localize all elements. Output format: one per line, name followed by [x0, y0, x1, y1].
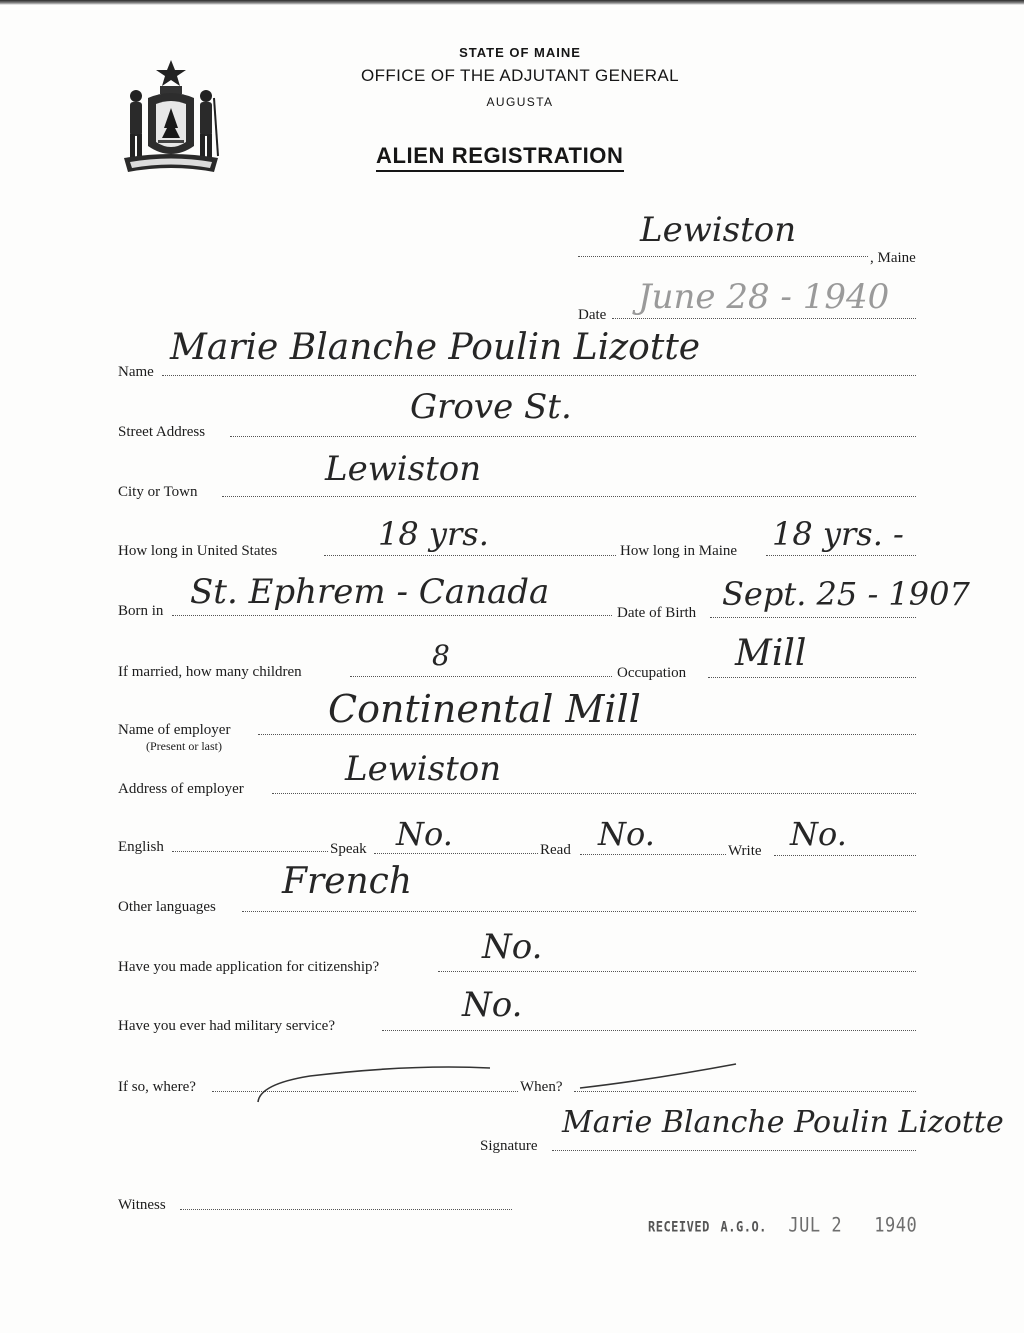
signature-line	[552, 1150, 916, 1151]
born-line	[172, 615, 612, 616]
city-label: City or Town	[118, 484, 198, 500]
speak-line	[374, 853, 538, 854]
place-line	[578, 256, 868, 257]
form-title: ALIEN REGISTRATION	[376, 143, 624, 172]
street-label: Street Address	[118, 424, 206, 440]
stamp-date: JUL 2	[788, 1214, 843, 1237]
military-label: Have you ever had military service?	[118, 1018, 335, 1034]
employer-value: Continental Mill	[328, 687, 641, 731]
born-label: Born in	[118, 603, 164, 619]
signature-label: Signature	[480, 1138, 538, 1154]
received-stamp	[648, 1214, 917, 1237]
children-line	[350, 676, 612, 677]
street-value: Grove St.	[410, 387, 572, 427]
children-value: 8	[432, 639, 450, 672]
children-label: If married, how many children	[118, 664, 302, 680]
maine-seal-icon	[118, 58, 224, 180]
speak-label: Speak	[330, 841, 367, 857]
write-value: No.	[790, 815, 847, 853]
header-city: AUGUSTA	[486, 95, 554, 109]
us-value: 18 yrs.	[378, 515, 489, 553]
stamp-office: A.G.O.	[720, 1218, 767, 1235]
write-line	[774, 855, 916, 856]
dob-value: Sept. 25 - 1907	[722, 575, 970, 613]
english-line	[172, 851, 328, 852]
emp-address-label: Address of employer	[118, 781, 244, 797]
emp-address-line	[272, 793, 916, 794]
employer-sublabel: (Present or last)	[146, 739, 222, 753]
employer-label: Name of employer	[118, 722, 231, 738]
maine-value: 18 yrs. -	[772, 515, 904, 553]
english-label: English	[118, 839, 164, 855]
scan-edge	[0, 0, 1024, 5]
occupation-value: Mill	[735, 633, 807, 674]
speak-value: No.	[396, 815, 453, 853]
strike-through-curve	[250, 1058, 740, 1104]
stamp-received: RECEIVED	[648, 1218, 710, 1235]
place-value: Lewiston	[640, 210, 797, 250]
dob-label: Date of Birth	[617, 605, 697, 621]
occupation-label: Occupation	[617, 665, 687, 681]
us-label: How long in United States	[118, 543, 278, 559]
street-line	[230, 436, 916, 437]
us-line	[324, 555, 616, 556]
name-line	[162, 375, 916, 376]
name-value: Marie Blanche Poulin Lizotte	[170, 327, 701, 368]
read-label: Read	[540, 842, 571, 858]
employer-line	[258, 734, 916, 735]
read-line	[580, 854, 726, 855]
city-line	[222, 496, 916, 497]
citizenship-line	[438, 971, 916, 972]
languages-label: Other languages	[118, 899, 216, 915]
witness-label: Witness	[118, 1197, 166, 1213]
signature-value: Marie Blanche Poulin Lizotte	[562, 1105, 1004, 1140]
when-label: When?	[520, 1079, 563, 1095]
header-office: OFFICE OF THE ADJUTANT GENERAL	[360, 66, 680, 85]
date-value: June 28 - 1940	[638, 277, 890, 317]
languages-value: French	[282, 861, 413, 902]
date-label: Date	[578, 307, 607, 323]
citizenship-value: No.	[482, 927, 543, 967]
stamp-year: 1940	[874, 1214, 918, 1237]
date-line	[612, 318, 916, 319]
dob-line	[710, 617, 916, 618]
languages-line	[242, 911, 916, 912]
witness-line	[180, 1209, 512, 1210]
maine-label: How long in Maine	[620, 543, 738, 559]
emp-address-value: Lewiston	[345, 749, 502, 789]
city-value: Lewiston	[325, 449, 482, 489]
born-value: St. Ephrem - Canada	[190, 572, 550, 612]
military-line	[382, 1030, 916, 1031]
name-label: Name	[118, 364, 154, 380]
maine-line	[766, 555, 916, 556]
citizenship-label: Have you made application for citizenship?	[118, 959, 380, 975]
read-value: No.	[598, 815, 655, 853]
place-suffix: , Maine	[870, 250, 916, 266]
where-label: If so, where?	[118, 1079, 196, 1095]
occupation-line	[708, 677, 916, 678]
write-label: Write	[728, 843, 762, 859]
military-value: No.	[462, 985, 523, 1025]
header-state: STATE OF MAINE	[459, 45, 581, 60]
